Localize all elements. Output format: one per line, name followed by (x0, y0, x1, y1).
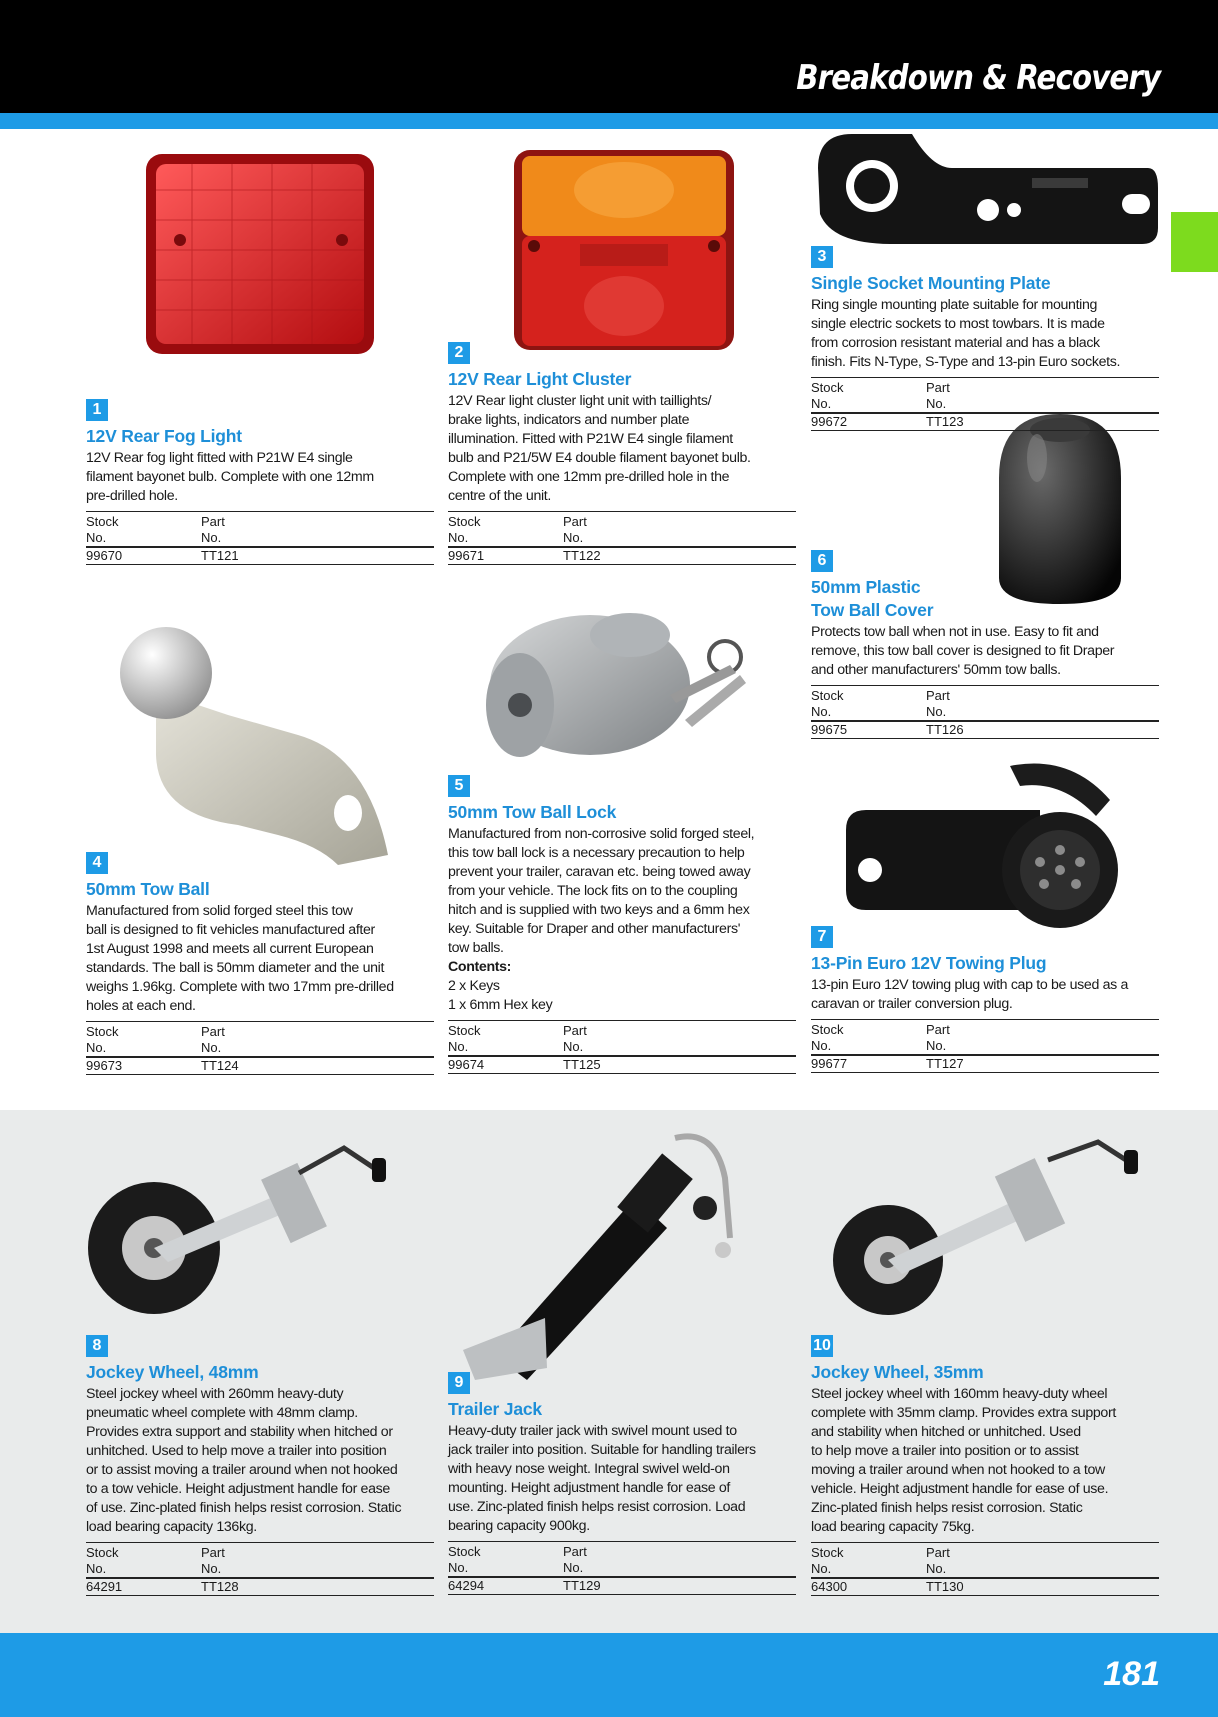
product-title: Single Socket Mounting Plate (811, 273, 1051, 293)
stock-table: Stock No. Part No. 99673 TT124 (86, 1021, 434, 1075)
product-7 (811, 926, 1159, 1073)
product-title: 50mm Tow Ball Lock (448, 802, 617, 822)
tow-ball-image (108, 625, 398, 873)
stock-number: 99670 (86, 548, 123, 563)
stock-table: Stock No. Part No. 99674 TT125 (448, 1020, 796, 1074)
product-number: 1 (86, 399, 108, 421)
product-4 (86, 852, 434, 1075)
product-title: Trailer Jack (448, 1399, 542, 1419)
product-number: 5 (448, 775, 470, 797)
product-description: Manufactured from solid forged steel this tow ball is designed to fit vehicles manufactured after 1st August 1998 and meets all current European standards. The ball is 50mm diameter and the unit weighs 1.96kg. Complete with two 17mm pre-drilled holes at each end. (86, 903, 394, 1014)
part-number: TT130 (926, 1579, 964, 1594)
part-number: TT124 (201, 1058, 239, 1073)
stock-number: 99675 (811, 722, 848, 737)
product-title: 13-Pin Euro 12V Towing Plug (811, 953, 1047, 973)
product-10 (811, 1335, 1159, 1596)
product-title: Jockey Wheel, 35mm (811, 1362, 984, 1382)
stock-number: 99673 (86, 1058, 123, 1073)
header-accent-strip (0, 113, 1218, 129)
stock-number: 99674 (448, 1057, 485, 1072)
part-number: TT122 (563, 548, 601, 563)
part-number: TT121 (201, 548, 239, 563)
trailer-jack-image (455, 1118, 755, 1380)
product-title: 12V Rear Fog Light (86, 426, 242, 446)
part-number: TT128 (201, 1579, 239, 1594)
product-description: Ring single mounting plate suitable for mounting single electric sockets to most towbars. It is made from corrosion resistant material and has a black finish. Fits N-Type, S-Type and 13-pin Euro sockets. (811, 297, 1121, 370)
fog-light-image (142, 150, 378, 360)
part-number: TT123 (926, 414, 964, 429)
contents-label: Contents: (448, 959, 512, 975)
contents-item: 1 x 6mm Hex key (448, 997, 553, 1013)
stock-table: Stock No. Part No. 64300 TT130 (811, 1542, 1159, 1596)
stock-number: 64294 (448, 1578, 485, 1593)
product-5 (448, 775, 796, 1074)
product-number: 4 (86, 852, 108, 874)
product-number: 8 (86, 1335, 108, 1357)
stock-number: 99671 (448, 548, 485, 563)
stock-table: Stock No. Part No. 99671 TT122 (448, 511, 796, 565)
stock-table: Stock No. Part No. 99670 TT121 (86, 511, 434, 565)
stock-table: Stock No. Part No. 99675 TT126 (811, 685, 1159, 739)
header-bar (0, 0, 1218, 113)
product-6 (811, 550, 1159, 739)
product-number: 9 (448, 1372, 470, 1394)
product-9 (448, 1372, 796, 1595)
product-number: 2 (448, 342, 470, 364)
product-number: 3 (811, 246, 833, 268)
product-title: 50mm Tow Ball (86, 879, 210, 899)
product-description: 12V Rear light cluster light unit with taillights/ brake lights, indicators and number plate illumination. Fitted with P21W E4 single filament bulb and P21/5W E4 double filament bayonet bulb. Complete with one 12mm pre-drilled hole in the centre of the unit. (448, 393, 751, 504)
product-title: 12V Rear Light Cluster (448, 369, 632, 389)
product-2 (448, 342, 796, 565)
contents-item: 2 x Keys (448, 978, 500, 994)
product-number: 10 (811, 1335, 833, 1357)
product-number: 7 (811, 926, 833, 948)
tow-ball-lock-image (480, 605, 770, 785)
part-number: TT129 (563, 1578, 601, 1593)
stock-table: Stock No. Part No. 99677 TT127 (811, 1019, 1159, 1073)
product-8 (86, 1335, 434, 1596)
part-number: TT126 (926, 722, 964, 737)
product-description: 12V Rear fog light fitted with P21W E4 single filament bayonet bulb. Complete with one 12mm pre-drilled hole. (86, 450, 374, 504)
rear-light-cluster-image (510, 146, 738, 354)
towing-plug-image (840, 760, 1140, 928)
product-description: Steel jockey wheel with 260mm heavy-duty pneumatic wheel complete with 48mm clamp. Provides extra support and stability when hitched or unhitched. Used to help move a trailer into position or to assist moving a trailer around when not hooked to a tow vehicle. Height adjustment handle for ease of use. Zinc-plated finish helps resist corrosion. Static load bearing capacity 136kg. (86, 1386, 402, 1535)
section-tab (1171, 212, 1218, 272)
stock-number: 64291 (86, 1579, 123, 1594)
stock-table: Stock No. Part No. 64294 TT129 (448, 1541, 796, 1595)
product-title: 50mm Plastic Tow Ball Cover (811, 577, 934, 620)
part-number: TT125 (563, 1057, 601, 1072)
stock-number: 64300 (811, 1579, 848, 1594)
product-title: Jockey Wheel, 48mm (86, 1362, 259, 1382)
product-description: Manufactured from non-corrosive solid forged steel, this tow ball lock is a necessary precaution to help prevent your trailer, caravan etc. being towed away from your vehicle. The lock fits on to the coupling hitch and is supplied with two keys and a 6mm hex key. Suitable for Draper and other manufacturers' tow balls. Contents: 2 x Keys 1 x 6mm Hex key (448, 825, 796, 1015)
stock-table: Stock No. Part No. 64291 TT128 (86, 1542, 434, 1596)
page-number: 181 (1103, 1655, 1160, 1693)
product-number: 6 (811, 550, 833, 572)
product-description: 13-pin Euro 12V towing plug with cap to be used as a caravan or trailer conversion plug. (811, 977, 1129, 1012)
product-description: Protects tow ball when not in use. Easy to fit and remove, this tow ball cover is designed to fit Draper and other manufacturers' 50mm tow balls. (811, 624, 1115, 678)
jockey-wheel-35mm-image (818, 1130, 1148, 1320)
product-1 (86, 399, 434, 565)
jockey-wheel-48mm-image (84, 1128, 404, 1318)
stock-number: 99677 (811, 1056, 848, 1071)
stock-table: Stock No. Part No. 99672 TT123 (811, 377, 1159, 431)
product-description: Steel jockey wheel with 160mm heavy-duty wheel complete with 35mm clamp. Provides extra support and stability when hitched or unhitched. Used to help move a trailer into position or to assist moving a trailer around when not hooked to a tow vehicle. Height adjustment handle for ease of use. Zinc-plated finish helps resist corrosion. Static load bearing capacity 75kg. (811, 1386, 1116, 1535)
product-3 (811, 246, 1159, 431)
footer-bar (0, 1633, 1218, 1717)
product-description: Heavy-duty trailer jack with swivel mount used to jack trailer into position. Suitable for handling trailers with heavy nose weight. Integral swivel weld-on mounting. Height adjustment handle for ease of use. Zinc-plated finish helps resist corrosion. Load bearing capacity 900kg. (448, 1423, 756, 1534)
part-number: TT127 (926, 1056, 964, 1071)
stock-number: 99672 (811, 414, 848, 429)
mounting-plate-image (812, 128, 1162, 250)
page-title: Breakdown & Recovery (796, 58, 1160, 98)
